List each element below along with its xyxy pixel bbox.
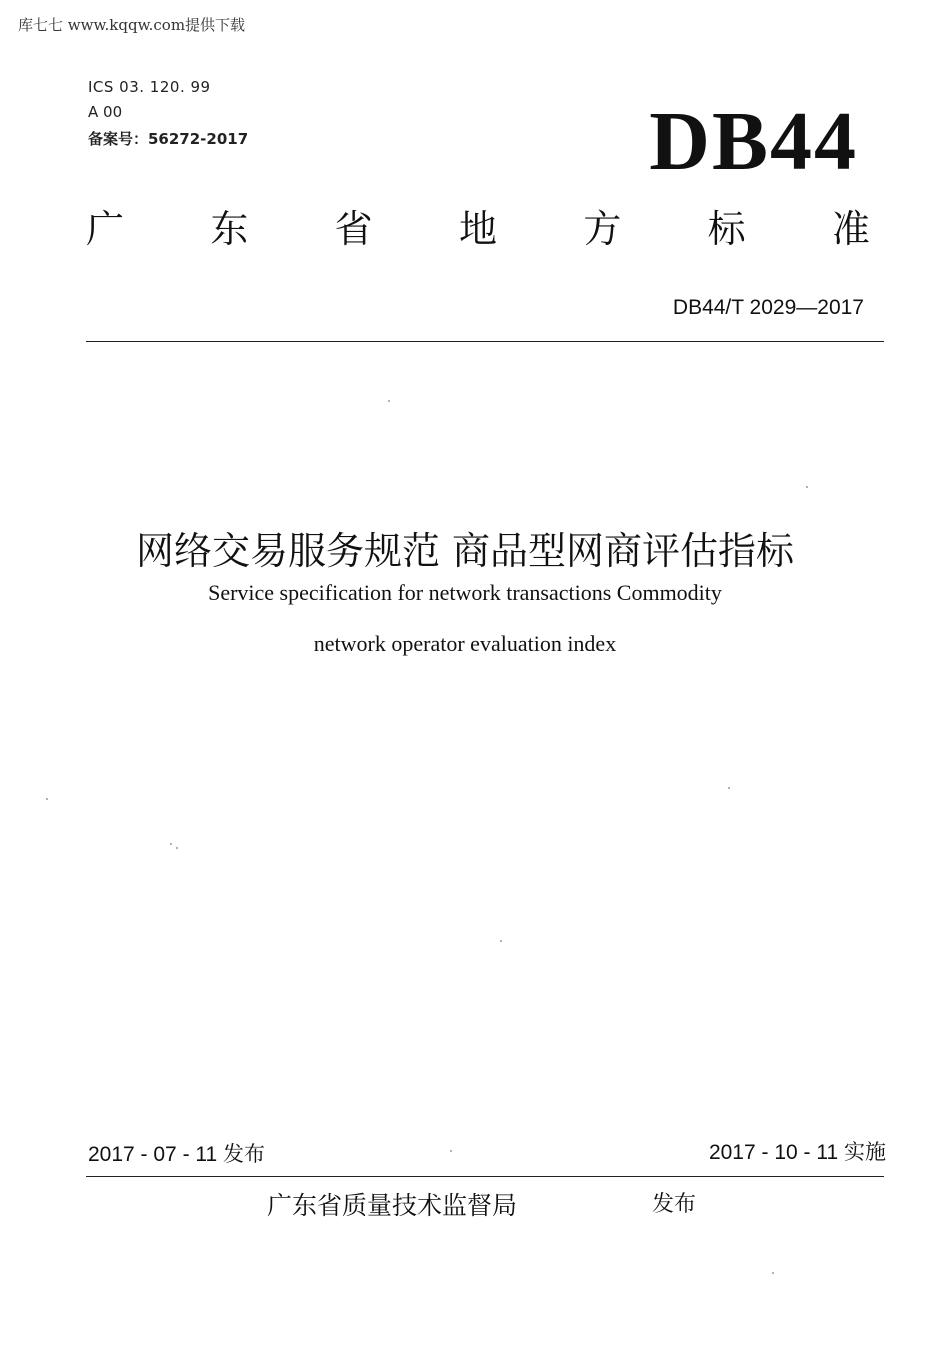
standard-type-char: 东 [210,207,249,251]
watermark-text: 库七七 www.kqqw.com提供下载 [18,16,246,34]
standard-type-char: 标 [707,207,746,251]
classification-code: A 00 [88,103,123,121]
scan-speck [500,940,502,942]
standard-type-char: 广 [86,207,125,251]
scan-speck [388,400,390,402]
header-divider [86,341,884,342]
document-title-english-line1: Service specification for network transactions Commodity [208,580,722,605]
scan-speck [176,847,178,849]
standard-type-char: 省 [334,207,373,251]
record-number: 备案号：56272-2017 [88,130,249,148]
issuing-action: 发布 [652,1192,697,1217]
document-title-chinese: 网络交易服务规范 商品型网商评估指标 [135,529,795,573]
scan-speck [450,1150,452,1152]
scan-speck [46,798,48,800]
document-title-english-line2: network operator evaluation index [313,631,617,656]
scan-speck [806,486,808,488]
standard-type-heading [86,207,870,251]
issue-date: 2017 - 07 - 11 发布 [88,1143,266,1166]
standard-type-char: 方 [583,207,622,251]
standard-type-char: 准 [831,207,870,251]
scan-speck [772,1272,774,1274]
standard-code-logo: DB44 [649,95,858,188]
implementation-date: 2017 - 10 - 11 实施 [708,1141,886,1164]
scan-speck [170,843,172,845]
scan-speck [728,787,730,789]
footer-divider [86,1176,884,1177]
standard-type-char: 地 [458,207,497,251]
ics-code: ICS 03. 120. 99 [88,78,211,96]
issuing-authority: 广东省质量技术监督局 [267,1191,518,1220]
document-number: DB44/T 2029—2017 [672,296,864,319]
